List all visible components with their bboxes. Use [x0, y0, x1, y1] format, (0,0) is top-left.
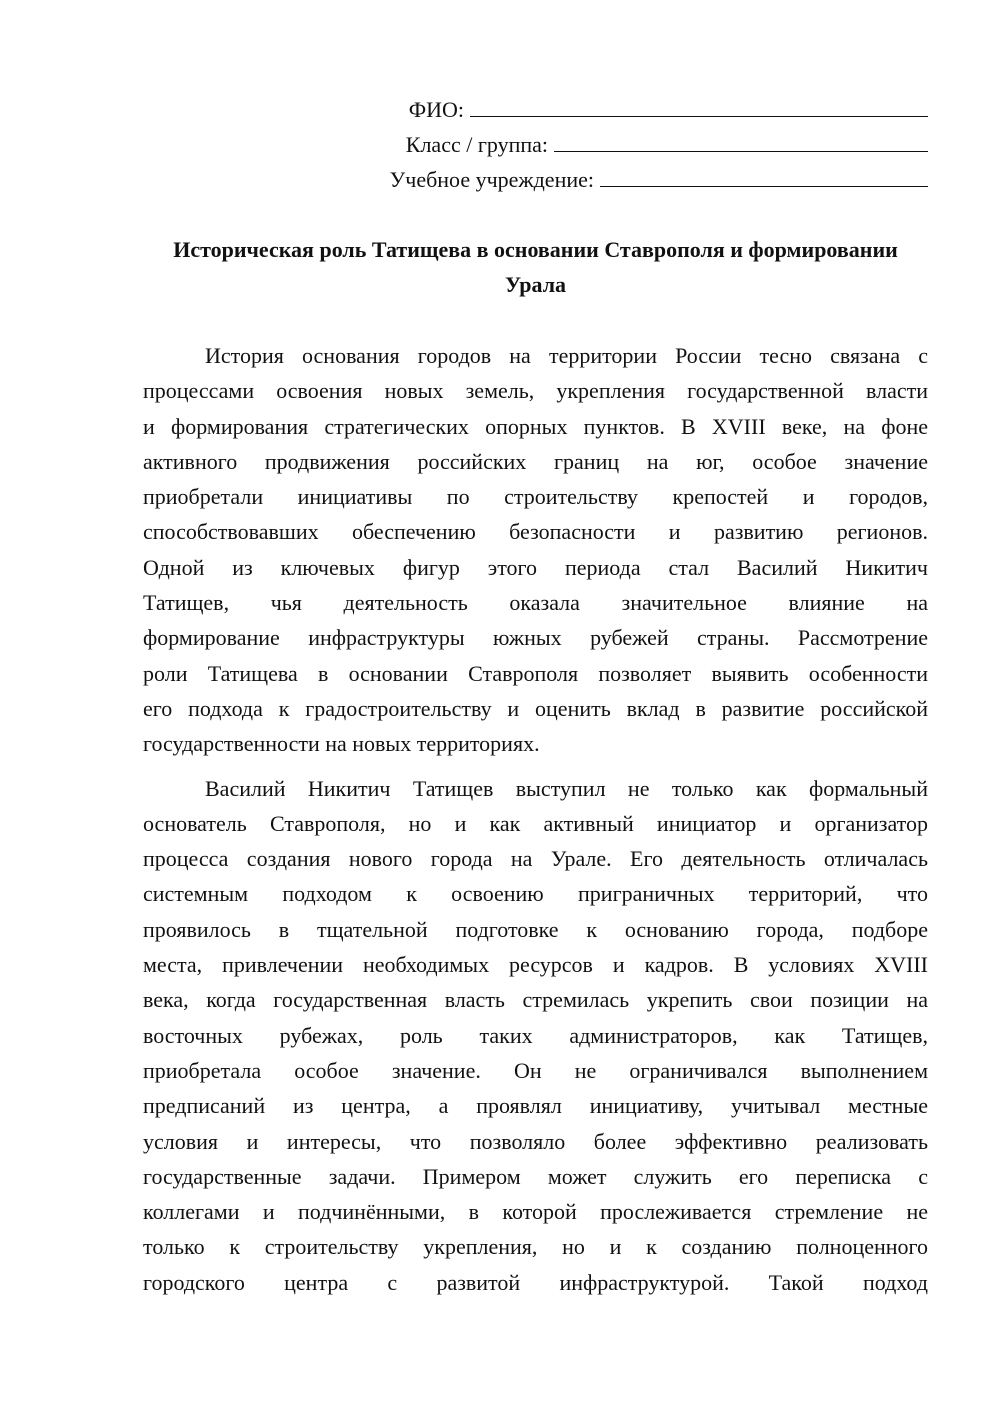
school-label: Учебное учреждение:: [389, 167, 594, 192]
text-line: условия и интересы, что позволяло более эффективно реализовать: [143, 1128, 928, 1154]
text-line: системным подходом к освоению приграничных территорий, что: [143, 881, 928, 907]
text-line: приобретала особое значение. Он не ограничивался выполнением: [143, 1057, 928, 1083]
text-line: приобретали инициативы по строительству крепостей и городов,: [143, 484, 928, 510]
text-line: восточных рубежах, роль таких администраторов, как Татищев,: [143, 1022, 928, 1048]
document-body: [143, 338, 928, 1300]
text-line: История основания городов на территории России тесно связана с: [205, 343, 928, 368]
text-line: проявилось в тщательной подготовке к основанию города, подборе: [143, 916, 928, 942]
paragraph-1: [143, 338, 928, 762]
text-line: городского центра с развитой инфраструктурой. Такой подход: [143, 1269, 928, 1295]
text-line: государственные задачи. Примером может служить его переписка с: [143, 1163, 928, 1189]
text-line: века, когда государственная власть стремилась укрепить свои позиции на: [143, 987, 928, 1013]
text-line: активного продвижения российских границ на юг, особое значение: [143, 448, 928, 474]
title-line: Урала: [504, 272, 567, 297]
text-line: его подхода к градостроительству и оценить вклад в развитие российской: [143, 695, 928, 721]
text-line: процессами освоения новых земель, укрепления государственной власти: [143, 378, 928, 404]
document-title: [143, 232, 928, 302]
school-field: [390, 162, 928, 197]
text-line: роли Татищева в основании Ставрополя позволяет выявить особенности: [143, 660, 928, 686]
class-field: [406, 127, 928, 162]
text-line: коллегами и подчинёнными, в которой прослеживается стремление не: [143, 1199, 928, 1225]
text-line: формирование инфраструктуры южных рубежей страны. Рассмотрение: [143, 625, 928, 651]
text-line: места, привлечении необходимых ресурсов и кадров. В условиях XVIII: [143, 952, 928, 978]
text-line: предписаний из центра, а проявлял инициативу, учитывал местные: [143, 1093, 928, 1119]
text-line: основатель Ставрополя, но и как активный инициатор и организатор: [143, 810, 928, 836]
class-blank-line: [554, 129, 928, 152]
text-line: Одной из ключевых фигур этого периода стал Василий Никитич: [143, 554, 928, 580]
class-label: Класс / группа:: [405, 132, 548, 157]
school-blank-line: [600, 164, 928, 187]
fio-field: [409, 92, 928, 127]
paragraph-2: [143, 771, 928, 1300]
text-line: только к строительству укрепления, но и к созданию полноценного: [143, 1234, 928, 1260]
text-line: процесса создания нового города на Урале. Его деятельность отличалась: [143, 846, 928, 872]
text-line: государственности на новых территориях.: [143, 731, 540, 757]
student-info-fields: [143, 92, 928, 197]
fio-blank-line: [470, 94, 928, 117]
document-page: [143, 92, 928, 1300]
title-line: Историческая роль Татищева в основании Ставрополя и формировании: [173, 237, 898, 262]
text-line: и формирования стратегических опорных пунктов. В XVIII веке, на фоне: [143, 413, 928, 439]
text-line: Татищев, чья деятельность оказала значительное влияние на: [143, 590, 928, 616]
fio-label: ФИО:: [408, 97, 464, 122]
text-line: Василий Никитич Татищев выступил не только как формальный: [205, 775, 928, 801]
text-line: способствовавших обеспечению безопасности и развитию регионов.: [143, 519, 928, 545]
